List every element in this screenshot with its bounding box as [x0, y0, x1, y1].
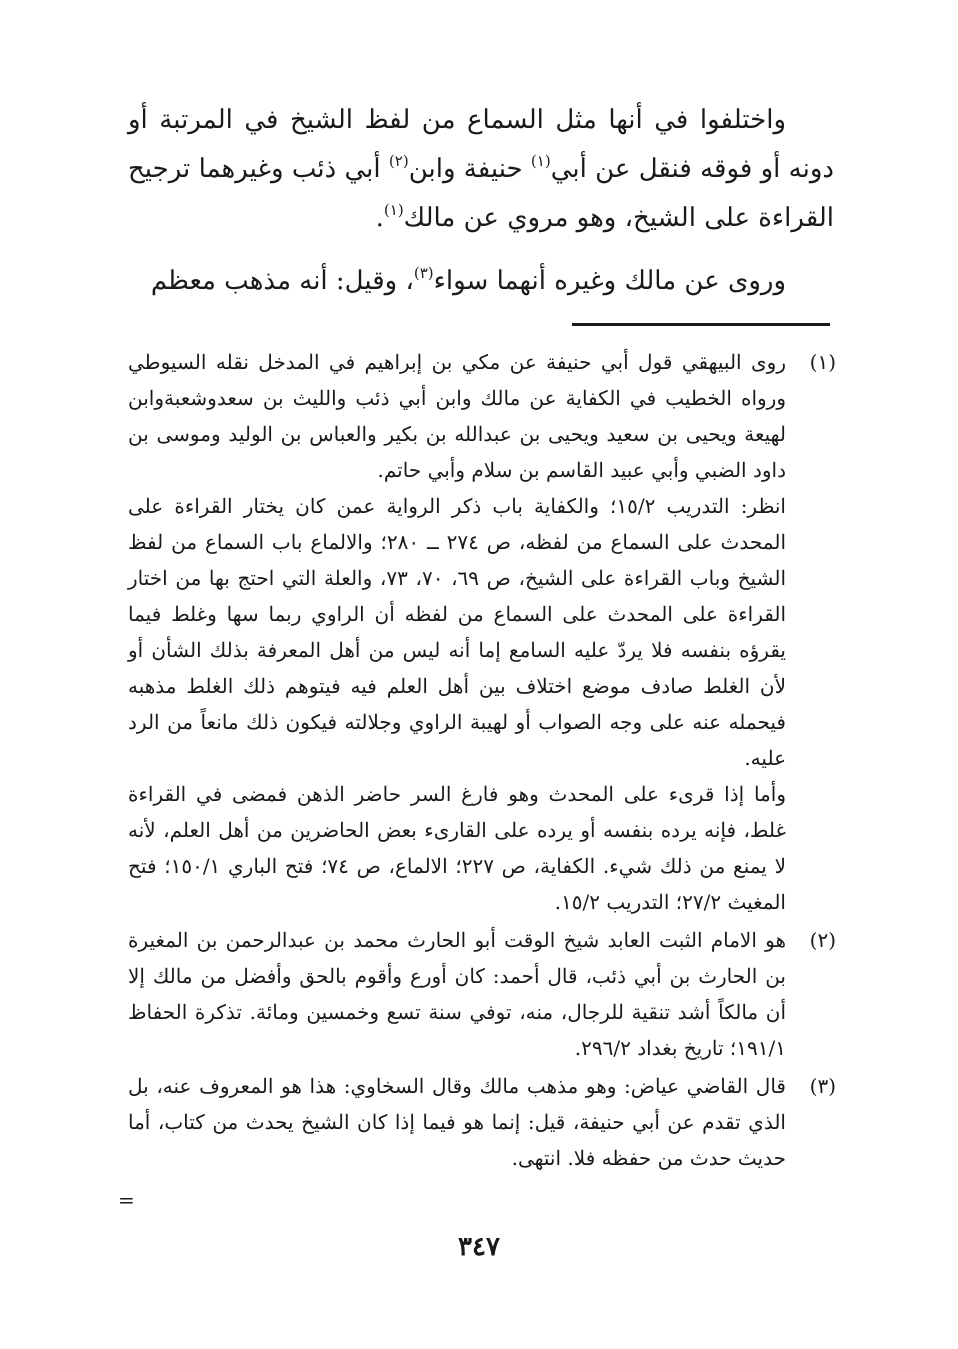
footnote-2: [128, 922, 836, 1066]
footnote-separator: [572, 323, 830, 326]
page-number: ٣٤٧: [458, 1232, 500, 1262]
footnote-body: [128, 1068, 786, 1176]
text-run: أبي ذئب وغيرهما ترجيح القراءة على الشيخ، وهو مروي عن مالك: [128, 154, 834, 233]
footnote-paragraph: انظر: التدريب ١٥/٢؛ والكفاية باب ذكر الرواية عمن كان يختار القراءة على المحدث على السماع من لفظه، ص ٢٧٤ ــ ٢٨٠؛ والالماع باب السماع من لفظ الشيخ وباب القراءة على الشيخ، ص ٦٩، ٧٠، ٧٣، والعلة التي احتج بها من اختار القراءة على المحدث على السماع من لفظه أن الراوي ربما سها وغلط فيما يقرؤه بنفسه فلا يردّ عليه السامع إما أنه ليس من أهل المعرفة بذلك الشأن أو لأن الغلط صادف موضع اختلاف بين أهل العلم فيه فيتوهم ذلك الغلط مذهبه فيحمله عنه على وجه الصواب أو لهيبة الراوي وجلالته فيكون ذلك مانعاً من الرد عليه.: [128, 494, 787, 770]
text-run: حنيفة وابن: [408, 154, 531, 184]
footnote-number: (٢): [809, 928, 836, 952]
footnotes: [128, 344, 836, 1176]
text-run: وروى عن مالك وغيره أنهما سواء: [433, 266, 786, 296]
continuation-mark: =: [118, 1188, 135, 1212]
footnote-paragraph: قال القاضي عياض: وهو مذهب مالك وقال السخاوي: هذا هو المعروف عنه، بل الذي تقدم عن أبي حنيفة، قيل: إنما هو فيما إذا كان الشيخ يحدث من كتاب، أما حديث حدث من حفظه فلا. انتهى.: [128, 1074, 786, 1170]
footnote-body: [128, 344, 786, 920]
footnote-ref-1[interactable]: (١): [530, 152, 551, 170]
footnote-number: (٣): [809, 1074, 836, 1098]
footnote-paragraph: هو الامام الثبت العابد شيخ الوقت أبو الحارث محمد بن عبدالرحمن بن المغيرة بن الحارث بن أبي ذئب، قال أحمد: كان أورع وأقوم بالحق وأفضل من مالك إلا أن مالكاً أشد تنقية للرجال، منه، توفي سنة تسع وخمسين ومائة. تذكرة الحفاظ ١٩١/١؛ تاريخ بغداد ٢٩٦/٢.: [128, 928, 786, 1060]
text-run: .: [375, 203, 384, 233]
footnote-paragraph: روى البيهقي قول أبي حنيفة عن مكي بن إبراهيم في المدخل نقله السيوطي ورواه الخطيب في الكفاية عن مالك وابن أبي ذئب والليث بن سعدوشعبةوابن لهيعة ويحيى بن سعيد ويحيى بن عبدالله بن بكير والعباس بن الوليد وموسى بن داود الضبي وأبي عبيد القاسم بن سلام وأبي حاتم.: [128, 350, 786, 482]
footnote-body: [128, 922, 786, 1066]
footnote-number: (١): [809, 350, 836, 374]
footnote-ref-2[interactable]: (٢): [388, 152, 409, 170]
footnote-ref-1b[interactable]: (١): [383, 201, 404, 219]
footnote-3: [128, 1068, 836, 1176]
main-paragraph-1: [128, 96, 834, 243]
footnote-1: [128, 344, 836, 920]
footnote-paragraph: وأما إذا قرىء على المحدث وهو فارغ السر حاضر الذهن فمضى في القراءة غلط، فإنه يرده بنفسه أو يرده على القارىء بعض الحاضرين من أهل العلم، لأنه لا يمنع من ذلك شيء. الكفاية، ص ٢٢٧؛ الالماع، ص ٧٤؛ فتح الباري ١٥٠/١؛ فتح المغيث ٢٧/٢؛ التدريب ١٥/٢.: [128, 782, 786, 914]
text-run: واختلفوا في أنها مثل السماع من لفظ الشيخ في المرتبة أو دونه أو فوقه فنقل عن أبي: [128, 105, 834, 184]
main-paragraph-2: [128, 257, 834, 306]
main-text: [128, 96, 834, 306]
text-run: ، وقيل: أنه مذهب معظم: [150, 266, 414, 296]
footnote-ref-3[interactable]: (٣): [413, 264, 434, 282]
